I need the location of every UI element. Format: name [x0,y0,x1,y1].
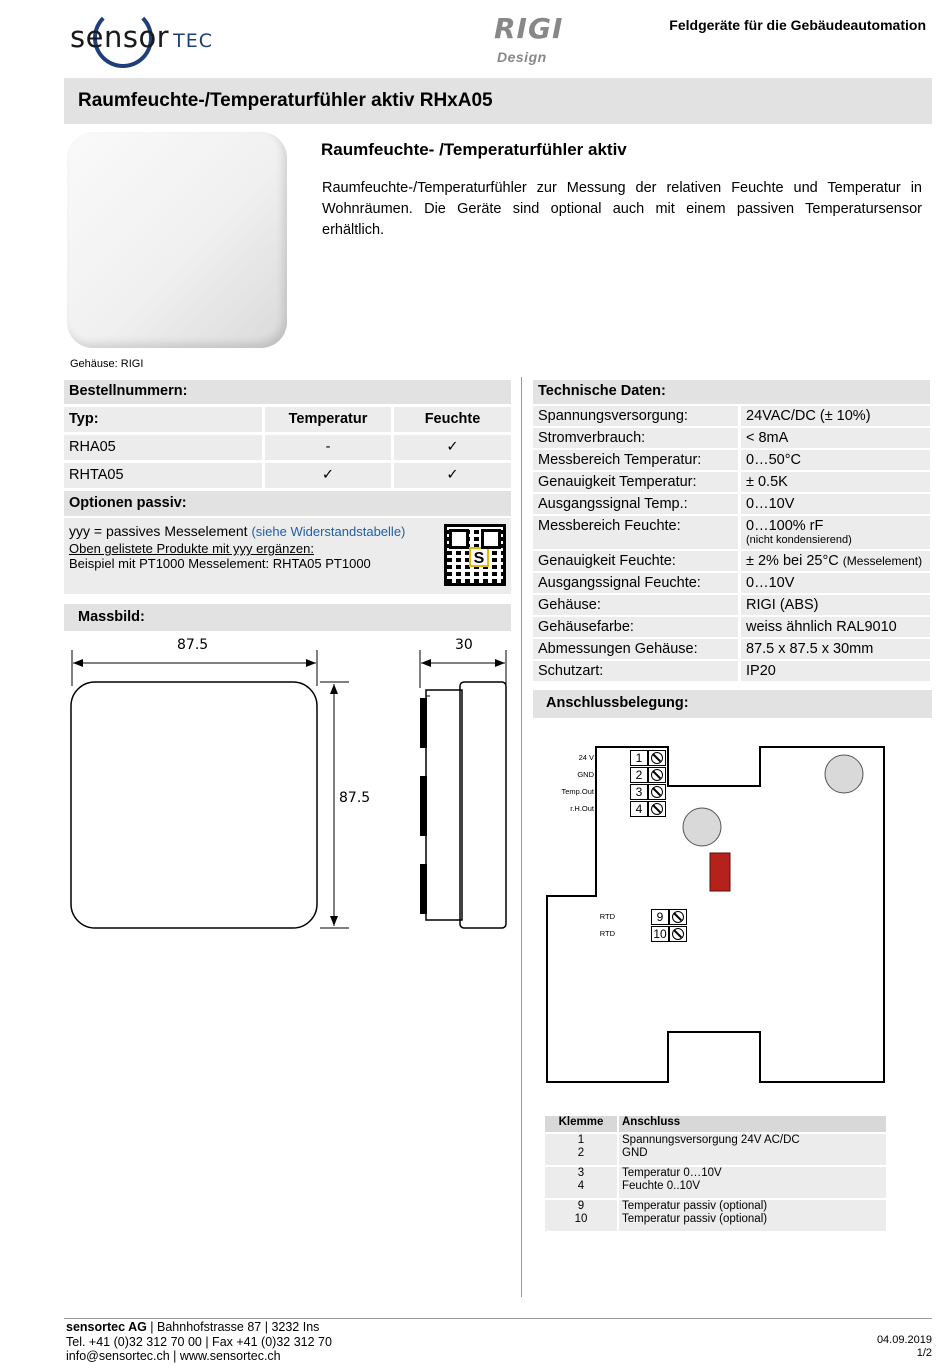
table-row [545,1167,886,1198]
screw-icon [648,784,666,800]
order-header-row [64,407,511,432]
tech-value: 24VAC/DC (± 10%) [741,406,930,426]
terminal-num: 10 [574,1213,588,1225]
tech-value: IP20 [741,661,930,681]
options-line-2: Oben gelistete Produkte mit yyy ergänzen: [69,541,314,556]
col-temperature: Temperatur [265,407,391,432]
tech-key: Messbereich Temperatur: [533,450,738,470]
tech-row [533,450,930,470]
arrow [495,659,505,667]
dim-depth-label: 30 [455,637,473,653]
product-subtitle: Raumfeuchte- /Temperaturfühler aktiv [321,140,627,159]
footer-address-line [66,1320,332,1335]
side-view-base [426,690,462,920]
photo-caption: Gehäuse: RIGI [70,358,144,370]
tech-key: Gehäuse: [533,595,738,615]
tech-value-note: (nicht kondensierend) [746,534,852,546]
terminal-label: r.H.Out [570,804,594,813]
tech-row [533,661,930,681]
table-row [64,435,511,460]
page-number: 1/2 [916,1347,932,1359]
circuit-board [546,746,885,1083]
tech-value: RIGI (ABS) [741,595,930,615]
mounting-hole [683,808,721,846]
terminal-desc [619,1134,886,1165]
qr-code[interactable] [444,524,506,586]
tech-row [533,406,930,426]
footer-address: | Bahnhofstrasse 87 | 3232 Ins [146,1320,320,1334]
options-text: yyy = passives Messelement [69,523,248,539]
terminal-num: 4 [577,1180,585,1192]
tech-value: weiss ähnlich RAL9010 [741,617,930,637]
cell-type: RHA05 [64,435,262,460]
arrow [306,659,316,667]
terminal-label: RTD [599,912,615,921]
tech-value-note: (Messelement) [842,554,923,568]
table-row [545,1134,886,1165]
terminal-label: GND [577,770,594,779]
screw-icon [669,926,687,942]
side-clip [420,864,427,914]
cell-temperature: ✓ [265,463,391,488]
resistance-table-link[interactable]: (siehe Widerstandstabelle) [251,524,406,539]
side-view-cover [460,682,506,928]
tech-value: < 8mA [741,428,930,448]
terminal-num: 9 [577,1200,585,1212]
tech-key: Spannungsversorgung: [533,406,738,426]
tech-heading: Technische Daten: [533,380,930,404]
cell-humidity: ✓ [394,435,511,460]
tech-value [741,516,930,549]
options-line-3: Beispiel mit PT1000 Messelement: RHTA05 PT1000 [69,556,371,571]
terminal-desc-line: Temperatur 0…10V [622,1167,722,1179]
screw-icon [648,767,666,783]
terminal-label: Temp.Out [561,787,594,796]
terminal-number: 9 [651,909,669,925]
table-row [545,1200,886,1231]
arrow [421,659,431,667]
tech-row [533,595,930,615]
dim-width-label: 87.5 [177,637,209,653]
col-humidity: Feuchte [394,407,511,432]
arrow [73,659,83,667]
tech-key: Stromverbrauch: [533,428,738,448]
cell-type: RHTA05 [64,463,262,488]
cell-temperature: - [265,435,391,460]
footer-phone: Tel. +41 (0)32 312 70 00 | Fax +41 (0)32 312 70 [66,1334,332,1349]
page-title: Raumfeuchte-/Temperaturfühler aktiv RHxA05 [78,90,493,111]
tech-row [533,551,930,571]
mounting-hole [825,755,863,793]
terminal-desc-line: GND [622,1147,648,1159]
terminal-desc-line: Feuchte 0..10V [622,1180,700,1192]
footer-date: 04.09.2019 [876,1334,932,1346]
tech-key: Ausgangssignal Temp.: [533,494,738,514]
footer-company: sensortec AG [66,1320,147,1334]
tech-row [533,428,930,448]
col-anschluss: Anschluss [619,1116,886,1132]
tech-key: Gehäusefarbe: [533,617,738,637]
terminal-number: 3 [630,784,648,800]
tech-value-main: ± 2% bei 25°C [746,553,839,569]
tech-value: ± 0.5K [741,472,930,492]
pcb-outline [547,747,884,1082]
dimension-drawing [64,636,514,936]
footer-divider [64,1318,932,1319]
tech-row [533,617,930,637]
terminal-label: RTD [599,929,615,938]
screw-icon [648,750,666,766]
arrow [330,916,338,926]
terminal-desc [619,1167,886,1198]
tech-key: Ausgangssignal Feuchte: [533,573,738,593]
options-line-1 [69,523,405,539]
product-photo [67,132,287,348]
table-row [64,463,511,488]
dim-height-label: 87.5 [339,790,371,806]
title-bar [64,78,932,124]
column-divider [521,377,522,1297]
humidity-sensor-element [710,853,730,891]
terminal-number: 4 [630,801,648,817]
terminal-num: 3 [577,1167,585,1179]
logo-main: sensor [70,20,170,54]
terminal-nums [545,1134,617,1165]
terminal-label: 24 V [578,753,594,762]
tech-value: 87.5 x 87.5 x 30mm [741,639,930,659]
tech-row [533,516,930,549]
terminal-number: 1 [630,750,648,766]
col-klemme: Klemme [545,1116,617,1132]
tech-value-main: 0…100% rF [746,518,824,534]
terminal-number: 10 [651,926,669,942]
cell-humidity: ✓ [394,463,511,488]
tech-row [533,494,930,514]
tech-row [533,639,930,659]
footer-contact [66,1320,332,1364]
terminal-desc-line: Temperatur passiv (optional) [622,1200,768,1212]
terminal-num: 1 [577,1134,585,1146]
logo-accent: TEC [173,30,213,52]
screw-icon [648,801,666,817]
arrow [330,684,338,694]
tech-value: 0…50°C [741,450,930,470]
qr-logo: S [469,547,489,567]
terminal-table-header [545,1116,886,1132]
side-clip [420,698,427,748]
terminal-nums [545,1200,617,1231]
terminal-desc-line: Spannungsversorgung 24V AC/DC [622,1134,800,1146]
side-clip [420,776,427,836]
terminal-num: 2 [577,1147,585,1159]
tech-value [741,551,930,571]
tagline: Feldgeräte für die Gebäudeautomation [669,17,926,33]
col-type: Typ: [64,407,262,432]
order-heading: Bestellnummern: [64,380,511,404]
tech-key: Schutzart: [533,661,738,681]
connection-heading: Anschlussbelegung: [533,690,932,718]
terminal-desc-line: Temperatur passiv (optional) [622,1213,768,1225]
design-label: Design [497,49,547,65]
screw-icon [669,909,687,925]
drawing-heading: Massbild: [64,604,511,631]
tech-key: Genauigkeit Temperatur: [533,472,738,492]
terminal-desc [619,1200,886,1231]
tech-value: 0…10V [741,573,930,593]
tech-key: Genauigkeit Feuchte: [533,551,738,571]
tech-key: Messbereich Feuchte: [533,516,738,549]
terminal-number: 2 [630,767,648,783]
terminal-nums [545,1167,617,1198]
options-heading: Optionen passiv: [64,491,511,516]
tech-row [533,573,930,593]
footer-web[interactable]: info@sensortec.ch | www.sensortec.ch [66,1349,281,1363]
design-name: RIGI [494,12,564,45]
logo [70,20,213,54]
tech-key: Abmessungen Gehäuse: [533,639,738,659]
tech-value: 0…10V [741,494,930,514]
tech-row [533,472,930,492]
product-description: Raumfeuchte-/Temperaturfühler zur Messung der relativen Feuchte und Temperatur in Wohnräumen. Die Geräte sind optional auch mit einem passiven Temperatursensor erhältlich. [322,180,922,238]
front-view-outline [71,682,317,928]
footer-meta [877,1334,932,1360]
options-body [64,518,511,594]
